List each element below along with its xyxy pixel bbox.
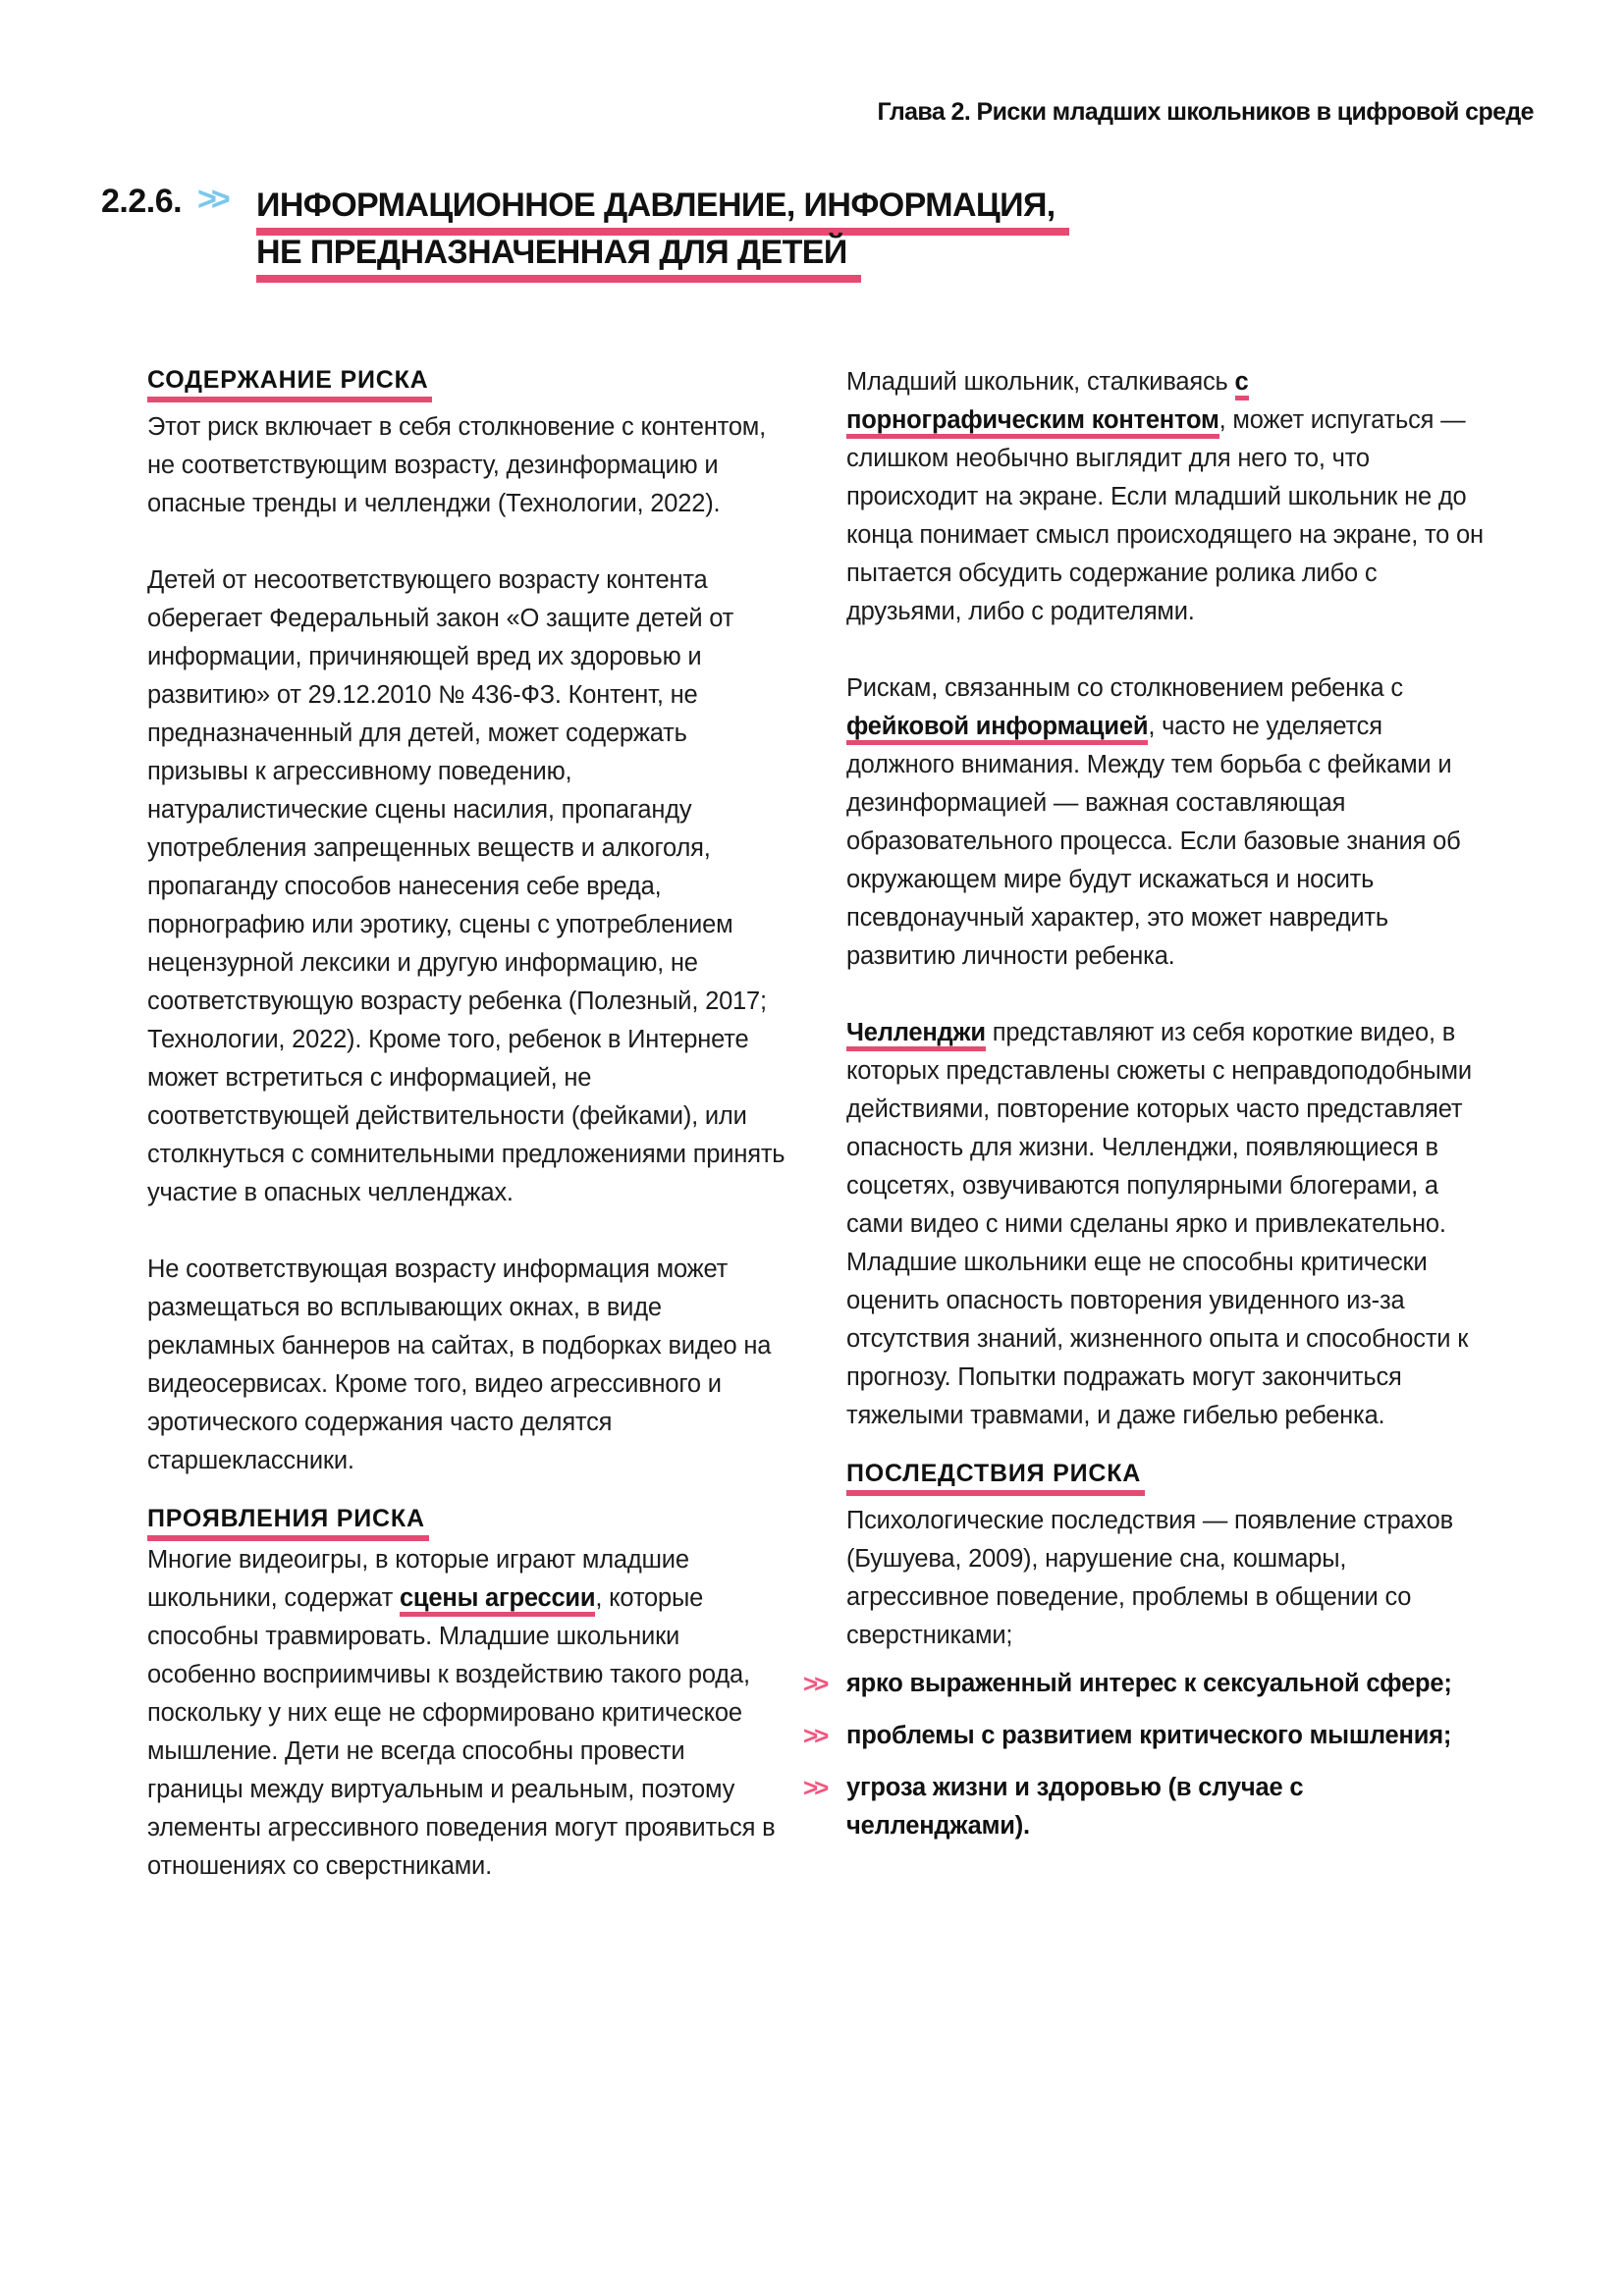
right-column xyxy=(803,363,1485,1859)
running-header: Глава 2. Риски младших школьников в цифровой среде xyxy=(877,98,1534,126)
list-item xyxy=(803,1665,1485,1703)
list-item-text: угроза жизни и здоровью (в случае с челленджами). xyxy=(846,1774,1304,1840)
double-chevron-icon: >> xyxy=(803,1669,826,1698)
text-span: Рискам, связанным со столкновением ребенка с xyxy=(846,674,1403,702)
list-item xyxy=(803,1769,1485,1845)
highlight-term: фейковой информацией xyxy=(846,713,1148,745)
section-title xyxy=(256,183,1140,277)
section-number: 2.2.6. xyxy=(101,183,183,220)
left-column xyxy=(147,363,785,1886)
text-span: представляют из себя короткие видео, в которых представлены сюжеты с неправдоподобными действиями, повторение которых часто представляет опасность для жизни. Челленджи, появляющиеся в соцсетях, озвучиваются популярными блогерами, а сами видео с ними сделаны ярко и привлекательно. Младшие школьники еще не способны критически оценить опасность повторения увиденного из-за отсутствия знаний, жизненного опыта и способности к прогнозу. Попытки подражать могут закончиться тяжелыми травмами, и даже гибелью ребенка. xyxy=(846,1019,1472,1429)
paragraph xyxy=(846,363,1485,631)
content-heading: СОДЕРЖАНИЕ РИСКА xyxy=(147,363,432,402)
paragraph: Этот риск включает в себя столкновение с контентом, не соответствующим возрасту, дезинформацию и опасные тренды и челленджи (Технологии, 2022). xyxy=(147,413,767,517)
paragraph: Не соответствующая возрасту информация может размещаться во всплывающих окнах, в виде рекламных баннеров на сайтах, в подборках видео на видеосервисах. Кроме того, видео агрессивного и эротического содержания часто делятся старшеклассники. xyxy=(147,1255,772,1474)
paragraph: Детей от несоответствующего возрасту контента оберегает Федеральный закон «О защите детей от информации, причиняющей вред их здоровью и развитию» от 29.12.2010 № 436-ФЗ. Контент, не предназначенный для детей, может содержать призывы к агрессивному поведению, натуралистические сцены насилия, пропаганду употребления запрещенных веществ и алкоголя, пропаганду способов нанесения себе вреда, порнографию или эротику, сцены с употреблением нецензурной лексики и другую информацию, не соответствующую возрасту ребенка (Полезный, 2017; Технологии, 2022). Кроме того, ребенок в Интернете может встретиться с информацией, не соответствующей действительности (фейками), или столкнуться с сомнительными предложениями принять участие в опасных челленджах. xyxy=(147,566,785,1206)
list-item-text: ярко выраженный интерес к сексуальной сфере; xyxy=(846,1670,1452,1697)
manifestation-heading: ПРОЯВЛЕНИЯ РИСКА xyxy=(147,1502,429,1541)
highlight-term: с порнографическим контентом xyxy=(846,368,1249,439)
text-span: , часто не уделяется должного внимания. Между тем борьба с фейками и дезинформацией — важная составляющая образовательного процесса. Если базовые знания об окружающем мире будут искажаться и носить псевдонаучный характер, это может навредить развитию личности ребенка. xyxy=(846,713,1461,970)
highlight-term: Челленджи xyxy=(846,1019,986,1051)
consequences-heading: ПОСЛЕДСТВИЯ РИСКА xyxy=(846,1457,1145,1496)
paragraph: Психологические последствия — появление страхов (Бушуева, 2009), нарушение сна, кошмары, агрессивное поведение, проблемы в общении со сверстниками; xyxy=(846,1507,1454,1649)
text-span: , которые способны травмировать. Младшие школьники особенно восприимчивы к воздействию такого рода, поскольку у них еще не сформировано критическое мышление. Дети не всегда способны провести границы между виртуальным и реальным, поэтому элементы агрессивного поведения могут проявиться в отношениях со сверстниками. xyxy=(147,1584,776,1880)
highlight-term: сцены агрессии xyxy=(400,1584,595,1617)
section-title-line-2: НЕ ПРЕДНАЗНАЧЕННАЯ ДЛЯ ДЕТЕЙ xyxy=(256,230,861,283)
section-title-line-1: ИНФОРМАЦИОННОЕ ДАВЛЕНИЕ, ИНФОРМАЦИЯ, xyxy=(256,183,1069,236)
double-chevron-icon: >> xyxy=(803,1773,826,1802)
double-chevron-icon: >> xyxy=(197,181,225,218)
text-span: Младший школьник, сталкиваясь xyxy=(846,368,1235,396)
paragraph xyxy=(147,1541,785,1886)
paragraph xyxy=(846,1014,1485,1435)
list-item xyxy=(803,1717,1485,1755)
text-span: Многие видеоигры, в которые играют младшие школьники, содержат xyxy=(147,1546,689,1612)
paragraph xyxy=(846,669,1485,976)
list-item-text: проблемы с развитием критического мышления; xyxy=(846,1722,1452,1749)
text-span: , может испугаться — слишком необычно выглядит для него то, что происходит на экране. Если младший школьник не до конца понимает смысл происходящего на экране, то он пытается обсудить содержание ролика либо с друзьями, либо с родителями. xyxy=(846,406,1484,625)
consequences-list xyxy=(803,1665,1485,1845)
double-chevron-icon: >> xyxy=(803,1721,826,1750)
